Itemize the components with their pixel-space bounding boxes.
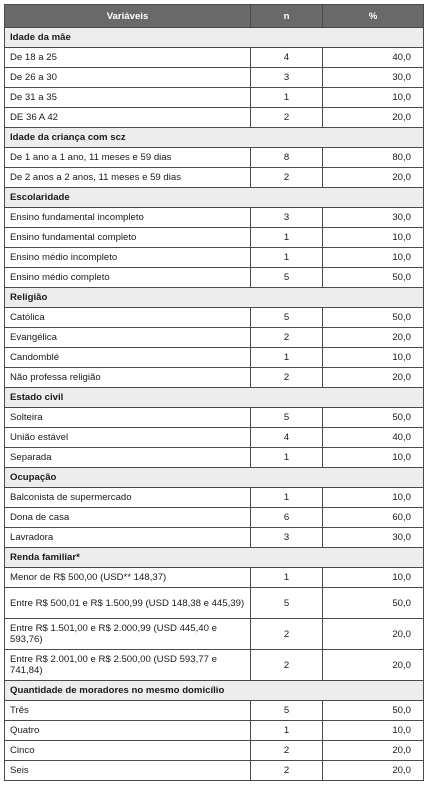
row-percent: 10,0 [323, 568, 424, 588]
row-n: 3 [251, 208, 323, 228]
row-percent: 50,0 [323, 308, 424, 328]
row-n: 1 [251, 721, 323, 741]
row-percent: 60,0 [323, 508, 424, 528]
row-label: DE 36 A 42 [5, 108, 251, 128]
row-percent: 50,0 [323, 588, 424, 619]
row-n: 5 [251, 408, 323, 428]
row-label: Menor de R$ 500,00 (USD** 148,37) [5, 568, 251, 588]
row-percent: 20,0 [323, 619, 424, 650]
row-n: 8 [251, 148, 323, 168]
row-n: 1 [251, 88, 323, 108]
section-title: Escolaridade [5, 188, 424, 208]
row-percent: 20,0 [323, 761, 424, 781]
row-percent: 10,0 [323, 721, 424, 741]
row-n: 5 [251, 701, 323, 721]
row-n: 2 [251, 368, 323, 388]
row-percent: 30,0 [323, 208, 424, 228]
row-n: 3 [251, 68, 323, 88]
row-n: 2 [251, 741, 323, 761]
row-n: 2 [251, 168, 323, 188]
table-row [5, 248, 424, 268]
row-label: Católica [5, 308, 251, 328]
row-percent: 40,0 [323, 48, 424, 68]
header-n: n [251, 5, 323, 28]
row-label: Cinco [5, 741, 251, 761]
row-percent: 30,0 [323, 68, 424, 88]
section-title: Ocupação [5, 468, 424, 488]
row-n: 5 [251, 268, 323, 288]
row-percent: 50,0 [323, 701, 424, 721]
row-label: Seis [5, 761, 251, 781]
data-table [4, 4, 424, 781]
row-label: Entre R$ 1.501,00 e R$ 2.000,99 (USD 445,40 e 593,76) [5, 619, 251, 650]
table-row [5, 701, 424, 721]
row-label: União estável [5, 428, 251, 448]
row-label: Solteira [5, 408, 251, 428]
row-n: 3 [251, 528, 323, 548]
table-row [5, 721, 424, 741]
row-n: 1 [251, 448, 323, 468]
section-title: Quantidade de moradores no mesmo domicílio [5, 681, 424, 701]
row-n: 1 [251, 248, 323, 268]
row-percent: 10,0 [323, 88, 424, 108]
row-n: 4 [251, 428, 323, 448]
row-n: 5 [251, 308, 323, 328]
row-label: Não professa religião [5, 368, 251, 388]
table-row [5, 588, 424, 619]
row-percent: 50,0 [323, 268, 424, 288]
row-percent: 10,0 [323, 248, 424, 268]
table-row [5, 48, 424, 68]
row-label: De 18 a 25 [5, 48, 251, 68]
table-row [5, 328, 424, 348]
row-label: Dona de casa [5, 508, 251, 528]
row-percent: 80,0 [323, 148, 424, 168]
section-header-row [5, 548, 424, 568]
table-row [5, 619, 424, 650]
table-row [5, 348, 424, 368]
section-title: Idade da mãe [5, 28, 424, 48]
row-n: 4 [251, 48, 323, 68]
row-label: Entre R$ 500,01 e R$ 1.500,99 (USD 148,38 e 445,39) [5, 588, 251, 619]
row-n: 1 [251, 568, 323, 588]
row-percent: 20,0 [323, 328, 424, 348]
section-title: Idade da criança com scz [5, 128, 424, 148]
table-row [5, 368, 424, 388]
section-header-row [5, 681, 424, 701]
row-label: De 26 a 30 [5, 68, 251, 88]
table-row [5, 108, 424, 128]
table-row [5, 488, 424, 508]
table-body [5, 28, 424, 781]
table-header-row [5, 5, 424, 28]
row-n: 2 [251, 761, 323, 781]
row-label: De 2 anos a 2 anos, 11 meses e 59 dias [5, 168, 251, 188]
section-header-row [5, 128, 424, 148]
row-n: 1 [251, 488, 323, 508]
table-row [5, 228, 424, 248]
row-percent: 30,0 [323, 528, 424, 548]
header-variables: Variáveis [5, 5, 251, 28]
row-label: Candomblé [5, 348, 251, 368]
table-row [5, 761, 424, 781]
table-row [5, 308, 424, 328]
row-label: Ensino médio incompleto [5, 248, 251, 268]
row-label: Ensino médio completo [5, 268, 251, 288]
row-label: Separada [5, 448, 251, 468]
section-header-row [5, 28, 424, 48]
table-row [5, 88, 424, 108]
row-label: De 31 a 35 [5, 88, 251, 108]
section-title: Religião [5, 288, 424, 308]
row-percent: 40,0 [323, 428, 424, 448]
table-row [5, 528, 424, 548]
row-label: Quatro [5, 721, 251, 741]
table-row [5, 650, 424, 681]
row-label: Lavradora [5, 528, 251, 548]
row-label: Ensino fundamental incompleto [5, 208, 251, 228]
table-row [5, 428, 424, 448]
table-row [5, 148, 424, 168]
row-n: 2 [251, 108, 323, 128]
row-n: 6 [251, 508, 323, 528]
row-percent: 20,0 [323, 108, 424, 128]
row-n: 1 [251, 348, 323, 368]
row-percent: 10,0 [323, 448, 424, 468]
row-label: Evangélica [5, 328, 251, 348]
section-header-row [5, 468, 424, 488]
table-row [5, 268, 424, 288]
row-n: 2 [251, 328, 323, 348]
section-title: Renda familiar* [5, 548, 424, 568]
row-label: Balconista de supermercado [5, 488, 251, 508]
table-row [5, 448, 424, 468]
row-percent: 20,0 [323, 368, 424, 388]
header-percent: % [323, 5, 424, 28]
row-n: 5 [251, 588, 323, 619]
row-percent: 10,0 [323, 348, 424, 368]
row-label: Três [5, 701, 251, 721]
section-header-row [5, 388, 424, 408]
table-row [5, 68, 424, 88]
row-percent: 20,0 [323, 650, 424, 681]
row-n: 2 [251, 619, 323, 650]
table-row [5, 741, 424, 761]
table-row [5, 568, 424, 588]
row-percent: 50,0 [323, 408, 424, 428]
table-row [5, 408, 424, 428]
section-header-row [5, 188, 424, 208]
row-percent: 10,0 [323, 488, 424, 508]
row-percent: 20,0 [323, 168, 424, 188]
table-row [5, 208, 424, 228]
section-title: Estado civil [5, 388, 424, 408]
row-n: 1 [251, 228, 323, 248]
row-percent: 20,0 [323, 741, 424, 761]
row-label: Entre R$ 2.001,00 e R$ 2.500,00 (USD 593,77 e 741,84) [5, 650, 251, 681]
row-label: De 1 ano a 1 ano, 11 meses e 59 dias [5, 148, 251, 168]
section-header-row [5, 288, 424, 308]
row-percent: 10,0 [323, 228, 424, 248]
row-n: 2 [251, 650, 323, 681]
table-row [5, 508, 424, 528]
row-label: Ensino fundamental completo [5, 228, 251, 248]
table-row [5, 168, 424, 188]
